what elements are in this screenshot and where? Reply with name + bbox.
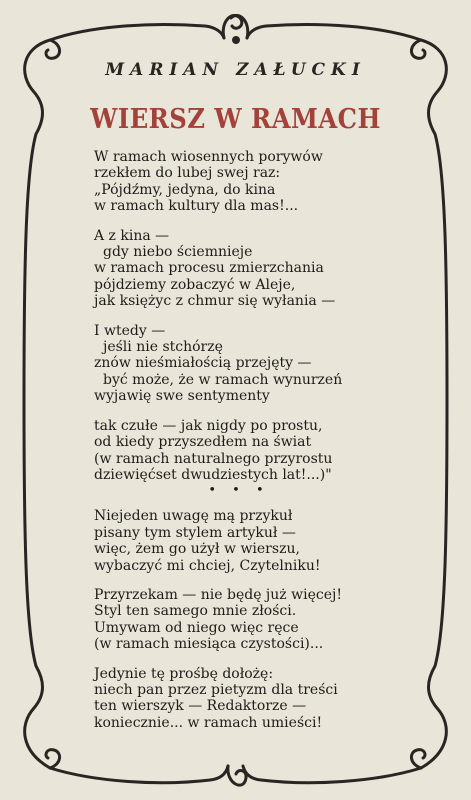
poem-line: dziewięćset dwudziestych lat!...)": [94, 466, 332, 483]
poem-line: jak księżyc z chmur się wyłania —: [94, 293, 336, 310]
poem-line: jeśli nie stchórzę: [103, 339, 223, 356]
poem-line: W ramach wiosennych porywów: [94, 149, 323, 165]
frame-top-left-stroke: [50, 25, 224, 40]
poem-line: pójdziemy zobaczyć w Aleje,: [94, 276, 296, 293]
stanza-3: [94, 323, 414, 405]
poem-line: ten wierszyk — Redaktorze —: [94, 698, 307, 715]
poem-line: Umywam od niego więc ręce: [94, 619, 299, 636]
poem-line: od kiedy przyszedłem na świat: [94, 434, 312, 451]
poem-line: w ramach kultury dla mas!...: [94, 198, 299, 215]
frame-bottom-right-stroke: [243, 766, 421, 783]
poem-line: wyjawię swe sentymenty: [94, 388, 270, 405]
poem-line: A z kina —: [94, 227, 170, 244]
poem-title: WIERSZ W RAMACH: [90, 104, 381, 135]
poem-body: [94, 149, 414, 744]
stanza-separator: • • •: [208, 483, 270, 499]
author-name: MARIAN ZAŁUCKI: [105, 60, 366, 80]
stanza-6: [94, 587, 414, 653]
stanza-4: [94, 418, 414, 484]
poem-line: być może, że w ramach wynurzeń: [103, 371, 343, 388]
poem-line: (w ramach naturalnego przyrostu: [94, 450, 333, 467]
poem-line: I wtedy —: [94, 322, 166, 339]
poem-line: rzekłem do lubej swej raz:: [94, 165, 281, 182]
stanza-2: [94, 228, 414, 310]
frame-left-stroke: [24, 40, 50, 768]
frame-left-top-curl: [46, 40, 60, 58]
poem-line: pisany tym stylem artykuł —: [94, 524, 296, 541]
frame-right-stroke: [421, 40, 447, 768]
poem-line: gdy niebo ściemnieje: [103, 244, 253, 261]
poem-line: koniecznie... w ramach umieści!: [94, 714, 323, 731]
frame-top-center-curl-left: [223, 15, 242, 38]
frame-top-right-stroke: [247, 25, 421, 40]
stanza-7: [94, 666, 414, 732]
poem-line: więc, żem go użył w wierszu,: [94, 541, 300, 558]
poem-line: Jedynie tę prośbę dołożę:: [94, 665, 274, 682]
poem-line: niech pan przez pietyzm dla treści: [94, 681, 338, 698]
poem-line: „Pójdźmy, jedyna, do kina: [94, 181, 276, 198]
poem-line: (w ramach miesiąca czystości)...: [94, 636, 324, 653]
poem-line: Przyrzekam — nie będę już więcej!: [94, 586, 342, 603]
stanza-5: [94, 508, 414, 574]
frame-top-center-dot: [234, 38, 239, 43]
poem-line: tak czułe — jak nigdy po prostu,: [94, 417, 323, 434]
poem-line: w ramach procesu zmierzchania: [94, 260, 324, 277]
poem-line: Styl ten samego mnie złości.: [94, 603, 297, 620]
frame-bottom-left-stroke: [50, 766, 228, 783]
frame-right-top-curl: [411, 40, 425, 58]
poem-line: znów nieśmiałością przejęty —: [94, 355, 312, 372]
poem-line: Niejeden uwagę mą przykuł: [94, 508, 293, 525]
poem-line: wybaczyć mi chciej, Czytelniku!: [94, 557, 321, 574]
stanza-1: [94, 149, 414, 215]
